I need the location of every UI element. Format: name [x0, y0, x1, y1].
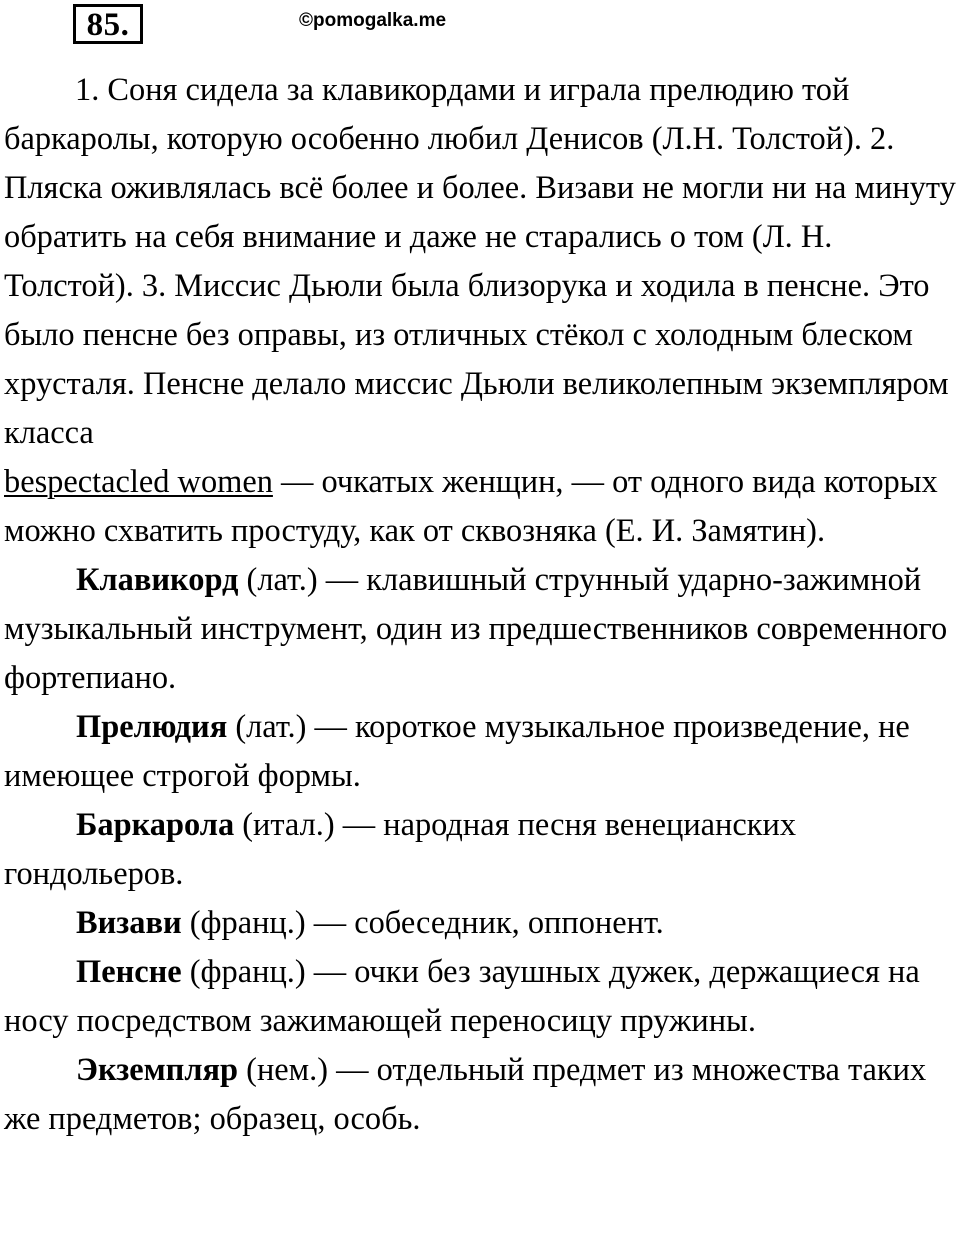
- document-body: [4, 66, 959, 1144]
- main-text-part-2: — очкатых женщин, — от одного вида которых можно схватить простуду, как от сквозняка (Е. И. Замятин).: [4, 464, 938, 549]
- definition-term: Пенсне: [76, 954, 182, 990]
- definition-item: [4, 801, 959, 899]
- definition-term: Визави: [76, 905, 182, 941]
- definition-term: Клавикорд: [76, 562, 239, 598]
- definition-text: (нем.) — отдельный предмет из множества таких же предметов; образец, особь.: [4, 1052, 927, 1137]
- exercise-number: 85.: [73, 4, 143, 44]
- main-text-part-1: 1. Соня сидела за клавикордами и играла прелюдию той баркаролы, которую особенно любил Денисов (Л.Н. Толстой). 2. Пляска оживлялась всё более и более. Визави не могли ни на минуту обратить на себя внимание и даже не старались о том (Л. Н. Толстой). 3. Миссис Дьюли была близорука и ходила в пенсне. Это было пенсне без оправы, из отличных стёкол с холодным блеском хрусталя. Пенсне делало миссис Дьюли великолепным экземпляром класса: [4, 72, 956, 451]
- definition-item: [4, 1046, 959, 1144]
- definition-text: (лат.) — клавишный струнный ударно-зажимной музыкальный инструмент, один из предшественников современного фортепиано.: [4, 562, 948, 696]
- definition-text: (лат.) — короткое музыкальное произведение, не имеющее строгой формы.: [4, 709, 910, 794]
- definition-text: (франц.) — собеседник, оппонент.: [189, 905, 664, 941]
- definition-text: (итал.) — народная песня венецианских гондольеров.: [4, 807, 797, 892]
- definition-item: [4, 948, 959, 1046]
- definition-item: [4, 899, 959, 948]
- definition-term: Прелюдия: [76, 709, 228, 745]
- watermark: ©pomogalka.me: [299, 10, 447, 31]
- main-paragraph: [4, 66, 959, 556]
- definition-text: (франц.) — очки без заушных дужек, держащиеся на носу посредством зажимающей переносицу пружины.: [4, 954, 920, 1039]
- definition-item: [4, 703, 959, 801]
- english-phrase: bespectacled women: [4, 464, 273, 500]
- definition-item: [4, 556, 959, 703]
- definition-term: Баркарола: [76, 807, 235, 843]
- definition-term: Экземпляр: [76, 1052, 239, 1088]
